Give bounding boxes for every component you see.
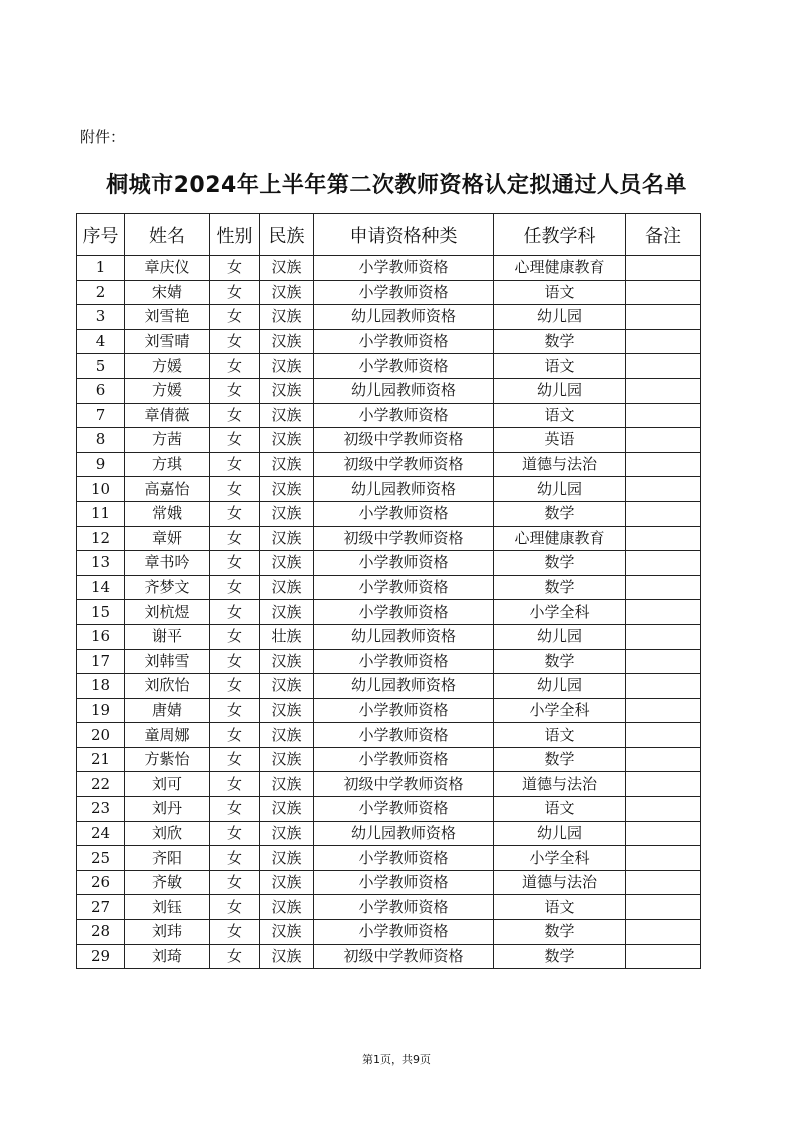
cell-name: 刘韩雪 [125,649,210,674]
table-row [77,354,701,379]
cell-qualification: 小学教师资格 [314,723,494,748]
table-row [77,378,701,403]
cell-index: 15 [77,600,125,625]
table-row [77,944,701,969]
cell-name: 章庆仪 [125,256,210,281]
cell-qualification: 幼儿园教师资格 [314,624,494,649]
cell-name: 高嘉怡 [125,477,210,502]
cell-gender: 女 [210,698,260,723]
cell-subject: 英语 [494,428,626,453]
document-title: 桐城市2024年上半年第二次教师资格认定拟通过人员名单 [106,173,687,198]
table-row [77,821,701,846]
table-row [77,698,701,723]
cell-name: 刘欣怡 [125,674,210,699]
table-row [77,280,701,305]
cell-subject: 心理健康教育 [494,256,626,281]
cell-remarks [626,895,701,920]
cell-name: 方媛 [125,354,210,379]
cell-ethnicity: 汉族 [260,698,314,723]
cell-index: 22 [77,772,125,797]
cell-subject: 语文 [494,354,626,379]
cell-ethnicity: 汉族 [260,895,314,920]
cell-remarks [626,723,701,748]
cell-ethnicity: 汉族 [260,649,314,674]
cell-ethnicity: 汉族 [260,501,314,526]
cell-gender: 女 [210,452,260,477]
attachment-label: 附件： [80,128,126,146]
cell-ethnicity: 汉族 [260,846,314,871]
cell-name: 常娥 [125,501,210,526]
cell-gender: 女 [210,477,260,502]
cell-name: 方琪 [125,452,210,477]
table-row [77,674,701,699]
cell-qualification: 幼儿园教师资格 [314,378,494,403]
table-row [77,624,701,649]
cell-qualification: 小学教师资格 [314,575,494,600]
page-number: 第1页，共9页 [362,1053,431,1066]
cell-name: 刘雪晴 [125,329,210,354]
cell-index: 8 [77,428,125,453]
cell-remarks [626,501,701,526]
cell-remarks [626,944,701,969]
cell-ethnicity: 汉族 [260,403,314,428]
cell-index: 4 [77,329,125,354]
cell-name: 章妍 [125,526,210,551]
cell-qualification: 小学教师资格 [314,600,494,625]
cell-gender: 女 [210,256,260,281]
cell-subject: 道德与法治 [494,452,626,477]
cell-subject: 心理健康教育 [494,526,626,551]
cell-name: 刘雪艳 [125,305,210,330]
header-subject: 任教学科 [494,214,626,256]
cell-ethnicity: 汉族 [260,477,314,502]
table-row [77,452,701,477]
cell-name: 方茜 [125,428,210,453]
cell-gender: 女 [210,501,260,526]
cell-ethnicity: 汉族 [260,452,314,477]
cell-remarks [626,649,701,674]
cell-remarks [626,526,701,551]
cell-gender: 女 [210,920,260,945]
cell-remarks [626,870,701,895]
cell-gender: 女 [210,354,260,379]
cell-qualification: 小学教师资格 [314,846,494,871]
cell-qualification: 小学教师资格 [314,501,494,526]
cell-name: 刘欣 [125,821,210,846]
cell-remarks [626,624,701,649]
cell-subject: 幼儿园 [494,821,626,846]
cell-gender: 女 [210,624,260,649]
cell-qualification: 小学教师资格 [314,354,494,379]
cell-remarks [626,600,701,625]
cell-index: 20 [77,723,125,748]
cell-qualification: 小学教师资格 [314,649,494,674]
cell-index: 17 [77,649,125,674]
cell-qualification: 初级中学教师资格 [314,428,494,453]
cell-qualification: 小学教师资格 [314,920,494,945]
cell-index: 10 [77,477,125,502]
cell-ethnicity: 汉族 [260,575,314,600]
cell-gender: 女 [210,944,260,969]
cell-index: 18 [77,674,125,699]
cell-index: 28 [77,920,125,945]
table-row [77,870,701,895]
cell-name: 刘琦 [125,944,210,969]
cell-subject: 幼儿园 [494,477,626,502]
cell-remarks [626,846,701,871]
cell-ethnicity: 汉族 [260,526,314,551]
header-remarks: 备注 [626,214,701,256]
cell-qualification: 小学教师资格 [314,698,494,723]
cell-subject: 语文 [494,280,626,305]
cell-subject: 数学 [494,551,626,576]
cell-ethnicity: 汉族 [260,920,314,945]
cell-name: 刘钰 [125,895,210,920]
cell-qualification: 幼儿园教师资格 [314,477,494,502]
table-row [77,649,701,674]
cell-qualification: 初级中学教师资格 [314,772,494,797]
cell-name: 齐敏 [125,870,210,895]
cell-qualification: 小学教师资格 [314,280,494,305]
cell-remarks [626,772,701,797]
cell-subject: 幼儿园 [494,378,626,403]
cell-gender: 女 [210,378,260,403]
cell-ethnicity: 壮族 [260,624,314,649]
cell-subject: 小学全科 [494,698,626,723]
cell-subject: 数学 [494,747,626,772]
cell-index: 25 [77,846,125,871]
cell-ethnicity: 汉族 [260,870,314,895]
table-row [77,501,701,526]
cell-qualification: 小学教师资格 [314,329,494,354]
cell-remarks [626,280,701,305]
cell-qualification: 小学教师资格 [314,747,494,772]
cell-index: 12 [77,526,125,551]
cell-index: 29 [77,944,125,969]
cell-remarks [626,821,701,846]
table-row [77,256,701,281]
table-body [77,256,701,969]
cell-remarks [626,354,701,379]
cell-ethnicity: 汉族 [260,305,314,330]
cell-subject: 道德与法治 [494,772,626,797]
cell-ethnicity: 汉族 [260,428,314,453]
cell-gender: 女 [210,797,260,822]
cell-index: 16 [77,624,125,649]
table-row [77,747,701,772]
cell-gender: 女 [210,674,260,699]
cell-ethnicity: 汉族 [260,600,314,625]
cell-remarks [626,797,701,822]
cell-qualification: 小学教师资格 [314,551,494,576]
table-row [77,477,701,502]
cell-index: 1 [77,256,125,281]
cell-remarks [626,674,701,699]
cell-remarks [626,920,701,945]
cell-index: 5 [77,354,125,379]
cell-index: 23 [77,797,125,822]
cell-gender: 女 [210,846,260,871]
cell-name: 唐婧 [125,698,210,723]
cell-gender: 女 [210,329,260,354]
cell-gender: 女 [210,551,260,576]
table-row [77,920,701,945]
header-index: 序号 [77,214,125,256]
cell-index: 14 [77,575,125,600]
table-row [77,797,701,822]
cell-gender: 女 [210,403,260,428]
cell-subject: 数学 [494,944,626,969]
cell-index: 26 [77,870,125,895]
cell-remarks [626,698,701,723]
cell-remarks [626,477,701,502]
cell-ethnicity: 汉族 [260,354,314,379]
cell-ethnicity: 汉族 [260,747,314,772]
cell-index: 7 [77,403,125,428]
cell-subject: 数学 [494,649,626,674]
cell-subject: 语文 [494,797,626,822]
cell-ethnicity: 汉族 [260,329,314,354]
table-row [77,575,701,600]
cell-index: 6 [77,378,125,403]
candidate-table [76,213,701,969]
cell-gender: 女 [210,747,260,772]
cell-gender: 女 [210,723,260,748]
cell-gender: 女 [210,305,260,330]
cell-qualification: 小学教师资格 [314,403,494,428]
cell-subject: 语文 [494,723,626,748]
cell-name: 刘可 [125,772,210,797]
cell-qualification: 初级中学教师资格 [314,944,494,969]
cell-qualification: 小学教师资格 [314,256,494,281]
cell-qualification: 小学教师资格 [314,797,494,822]
cell-name: 方紫怡 [125,747,210,772]
header-ethnicity: 民族 [260,214,314,256]
cell-gender: 女 [210,821,260,846]
table-row [77,846,701,871]
cell-subject: 数学 [494,575,626,600]
cell-name: 章倩薇 [125,403,210,428]
cell-name: 刘玮 [125,920,210,945]
cell-subject: 小学全科 [494,600,626,625]
cell-gender: 女 [210,649,260,674]
table-row [77,723,701,748]
cell-subject: 数学 [494,920,626,945]
cell-subject: 语文 [494,895,626,920]
cell-name: 刘杭煜 [125,600,210,625]
table-row [77,305,701,330]
table-row [77,772,701,797]
cell-qualification: 初级中学教师资格 [314,452,494,477]
cell-remarks [626,452,701,477]
cell-name: 宋婧 [125,280,210,305]
cell-ethnicity: 汉族 [260,723,314,748]
cell-qualification: 幼儿园教师资格 [314,674,494,699]
cell-index: 3 [77,305,125,330]
table-row [77,403,701,428]
cell-index: 19 [77,698,125,723]
table-header-row [77,214,701,256]
cell-remarks [626,403,701,428]
cell-subject: 幼儿园 [494,674,626,699]
cell-gender: 女 [210,280,260,305]
cell-gender: 女 [210,870,260,895]
cell-index: 21 [77,747,125,772]
cell-remarks [626,551,701,576]
cell-remarks [626,575,701,600]
cell-index: 9 [77,452,125,477]
cell-gender: 女 [210,575,260,600]
header-qualification: 申请资格种类 [314,214,494,256]
table-row [77,329,701,354]
cell-name: 方媛 [125,378,210,403]
cell-qualification: 幼儿园教师资格 [314,821,494,846]
cell-qualification: 初级中学教师资格 [314,526,494,551]
cell-subject: 小学全科 [494,846,626,871]
cell-remarks [626,747,701,772]
cell-remarks [626,378,701,403]
cell-qualification: 幼儿园教师资格 [314,305,494,330]
cell-ethnicity: 汉族 [260,797,314,822]
cell-ethnicity: 汉族 [260,674,314,699]
cell-ethnicity: 汉族 [260,378,314,403]
cell-remarks [626,305,701,330]
cell-name: 童周娜 [125,723,210,748]
cell-subject: 道德与法治 [494,870,626,895]
table-row [77,895,701,920]
cell-name: 刘丹 [125,797,210,822]
table-row [77,600,701,625]
cell-ethnicity: 汉族 [260,280,314,305]
cell-ethnicity: 汉族 [260,551,314,576]
cell-remarks [626,256,701,281]
cell-subject: 幼儿园 [494,624,626,649]
cell-qualification: 小学教师资格 [314,895,494,920]
cell-index: 11 [77,501,125,526]
cell-name: 章书吟 [125,551,210,576]
table-row [77,551,701,576]
header-name: 姓名 [125,214,210,256]
cell-ethnicity: 汉族 [260,821,314,846]
header-gender: 性别 [210,214,260,256]
cell-index: 13 [77,551,125,576]
cell-name: 谢平 [125,624,210,649]
cell-gender: 女 [210,772,260,797]
cell-name: 齐梦文 [125,575,210,600]
table-row [77,526,701,551]
cell-remarks [626,329,701,354]
cell-gender: 女 [210,895,260,920]
cell-ethnicity: 汉族 [260,772,314,797]
cell-ethnicity: 汉族 [260,944,314,969]
cell-index: 2 [77,280,125,305]
cell-remarks [626,428,701,453]
cell-index: 27 [77,895,125,920]
cell-ethnicity: 汉族 [260,256,314,281]
cell-subject: 语文 [494,403,626,428]
cell-qualification: 小学教师资格 [314,870,494,895]
cell-gender: 女 [210,526,260,551]
cell-subject: 数学 [494,501,626,526]
table-row [77,428,701,453]
cell-name: 齐阳 [125,846,210,871]
cell-gender: 女 [210,600,260,625]
cell-gender: 女 [210,428,260,453]
cell-subject: 数学 [494,329,626,354]
cell-index: 24 [77,821,125,846]
cell-subject: 幼儿园 [494,305,626,330]
